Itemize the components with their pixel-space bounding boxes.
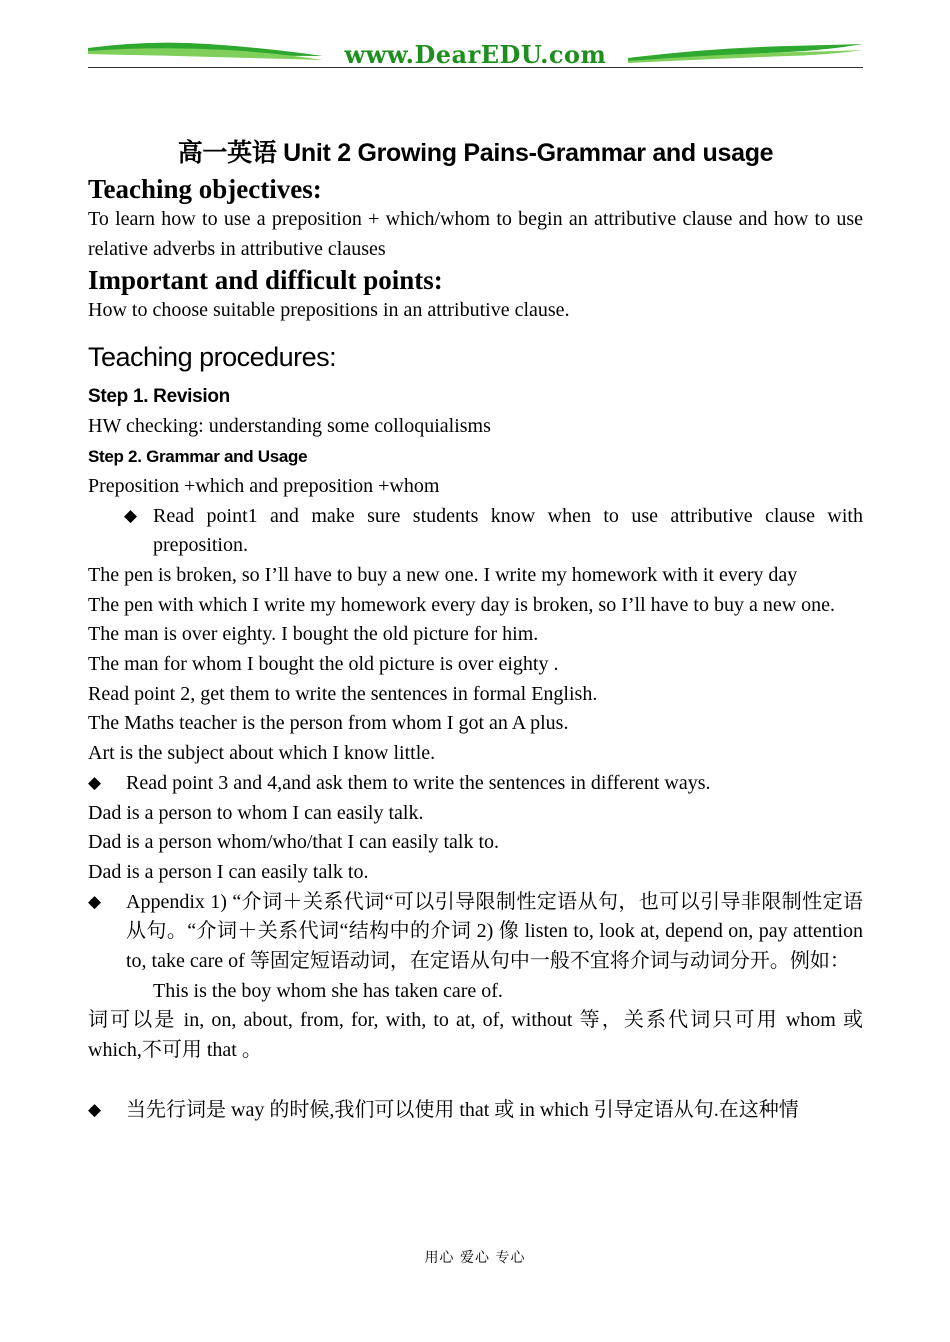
bullet-item [88,888,863,977]
example-line: Art is the subject about which I know little. [88,742,436,765]
page-footer: 用心 爱心 专心 [424,1250,526,1266]
site-name: www.DearEDU.com [344,40,607,69]
document-body [88,133,863,1126]
bullet-text: Appendix 1) “介词＋关系代词“可以引导限制性定语从句，也可以引导非限制性定语从句。“介词＋关系代词“结构中的介词 2) 像 listen to, look at, depend on, pay attention to, take care of 等固定短语动词，在定语从句中一般不宜将介词与动词分开。例如： [126,890,863,973]
example-line: The Maths teacher is the person from whom I got an A plus. [88,712,569,735]
bullet-text: Read point 3 and 4,and ask them to write the sentences in different ways. [126,771,711,794]
bullet-item [88,769,863,799]
example-line: The man for whom I bought the old picture is over eighty . [88,653,559,676]
example-line: The pen is broken, so I’ll have to buy a new one. I write my homework with it every day [88,563,798,586]
example-line: Dad is a person I can easily talk to. [88,860,369,883]
example-line: The man is over eighty. I bought the old picture for him. [88,623,539,646]
example-line: Dad is a person to whom I can easily talk. [88,801,424,824]
procedures-heading: Teaching procedures: [88,342,337,373]
diamond-bullet-icon: ◆ [88,1099,102,1120]
bullet-item [88,1096,863,1126]
diamond-bullet-icon: ◆ [124,505,138,526]
bullet-item [88,502,863,561]
step2-intro: Preposition +which and preposition +whom [88,474,440,497]
note-text: 词可以是 in, on, about, from, for, with, to at, of, without 等，关系代词只可用 whom 或 which,不可用 that 。 [88,1009,863,1062]
header-rule [88,67,863,68]
step1-text: HW checking: understanding some colloquialisms [88,415,491,438]
example-line: Read point 2, get them to write the sentences in formal English. [88,682,598,705]
spacer [88,1066,863,1096]
points-text: How to choose suitable prepositions in an attributive clause. [88,299,570,322]
example-line: The pen with which I write my homework every day is broken, so I’ll have to buy a new one. [88,593,836,616]
step2-heading: Step 2. Grammar and Usage [88,446,308,466]
bullet-text: 当先行词是 way 的时候,我们可以使用 that 或 in which 引导定语从句.在这种情 [126,1098,799,1121]
diamond-bullet-icon: ◆ [88,891,102,912]
points-heading: Important and difficult points: [88,265,443,296]
objectives-heading: Teaching objectives: [88,174,322,204]
bullet-text: Read point1 and make sure students know when to use attributive clause with preposition. [153,504,863,557]
step1-heading: Step 1. Revision [88,386,230,408]
example-sentence: This is the boy whom she has taken care of. [153,979,503,1002]
example-line: Dad is a person whom/who/that I can easily talk to. [88,831,500,854]
diamond-bullet-icon: ◆ [88,772,102,793]
objectives-text: To learn how to use a preposition + which/whom to begin an attributive clause and how to use relative adverbs in attributive clauses [88,208,863,260]
page-title: 高一英语 Unit 2 Growing Pains-Grammar and usage [177,139,774,167]
page-header [88,36,863,72]
